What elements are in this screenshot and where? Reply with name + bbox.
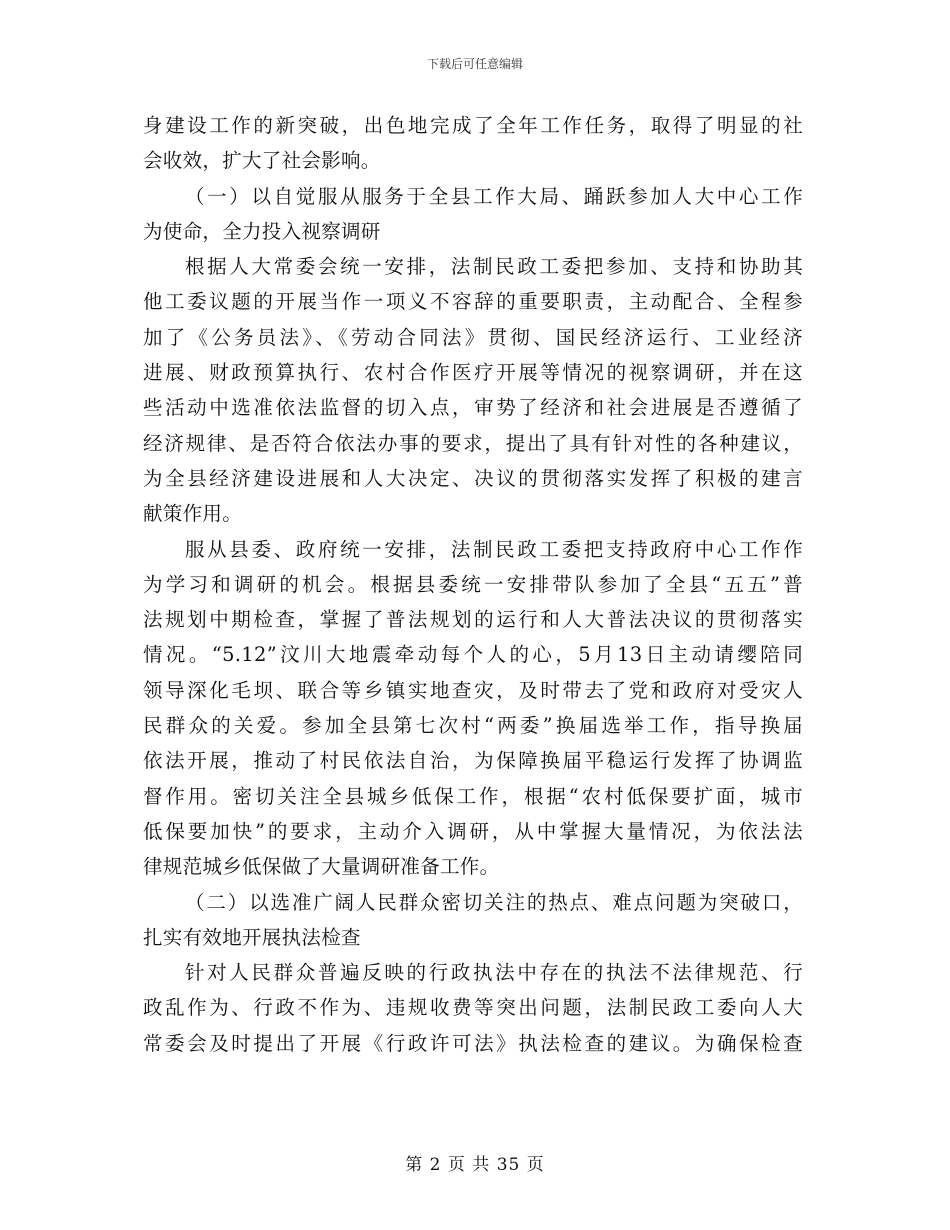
text-line: 政乱作为、行政不作为、违规收费等突出问题，法制民政工委向人大 [143, 996, 803, 1020]
text-line: 经济规律、是否符合依法办事的要求，提出了具有针对性的各种建议， [143, 431, 803, 455]
text-line: 常委会及时提出了开展《行政许可法》执法检查的建议。为确保检查 [143, 1031, 803, 1055]
text-line: 为学习和调研的机会。根据县委统一安排带队参加了全县“五五”普 [143, 572, 803, 596]
document-body [143, 108, 803, 1061]
text-line: 献策作用。 [143, 502, 243, 526]
text-line: 法规划中期检查，掌握了普法规划的运行和人大普法决议的贯彻落实 [143, 608, 803, 632]
text-line: 他工委议题的开展当作一项义不容辞的重要职责，主动配合、全程参 [143, 290, 803, 314]
text-line: 加了《公务员法》、《劳动合同法》贯彻、国民经济运行、工业经济 [143, 325, 803, 349]
text-line: 督作用。密切关注全县城乡低保工作，根据“农村低保要扩面，城市 [143, 784, 803, 808]
text-line: 进展、财政预算执行、农村合作医疗开展等情况的视察调研，并在这 [143, 361, 803, 385]
text-line: 依法开展，推动了村民依法自治，为保障换届平稳运行发挥了协调监 [143, 749, 803, 773]
text-line: 民群众的关爱。参加全县第七次村“两委”换届选举工作，指导换届 [143, 714, 803, 738]
section-heading-line: 为使命，全力投入视察调研 [143, 219, 381, 243]
text-line: 律规范城乡低保做了大量调研准备工作。 [143, 855, 500, 879]
text-line: 低保要加快”的要求，主动介入调研，从中掌握大量情况，为依法法 [143, 819, 803, 843]
page-number-footer: 第 2 页 共 35 页 [405, 1155, 545, 1175]
text-line: 身建设工作的新突破，出色地完成了全年工作任务，取得了明显的社 [143, 114, 803, 137]
text-line: 情况。“5.12”汶川大地震牵动每个人的心，5月13日主动请缨陪同 [143, 643, 803, 667]
section-heading-line: （二）以选准广阔人民群众密切关注的热点、难点问题为突破口， [185, 890, 803, 914]
text-line: 为全县经济建设进展和人大决定、决议的贯彻落实发挥了积极的建言 [143, 466, 803, 490]
text-line: 服从县委、政府统一安排，法制民政工委把支持政府中心工作作 [185, 537, 803, 561]
text-line: 领导深化毛坝、联合等乡镇实地查灾，及时带去了党和政府对受灾人 [143, 678, 803, 702]
text-line: 根据人大常委会统一安排，法制民政工委把参加、支持和协助其 [185, 255, 803, 279]
text-line: 针对人民群众普遍反映的行政执法中存在的执法不法律规范、行 [185, 961, 803, 985]
section-heading-line: （一）以自觉服从服务于全县工作大局、踊跃参加人大中心工作 [185, 184, 803, 208]
page-header-note: 下载后可任意编辑 [426, 57, 523, 71]
section-heading-line: 扎实有效地开展执法检查 [143, 925, 361, 949]
text-line: 会收效，扩大了社会影响。 [143, 149, 381, 173]
text-line: 些活动中选准依法监督的切入点，审势了经济和社会进展是否遵循了 [143, 396, 803, 420]
